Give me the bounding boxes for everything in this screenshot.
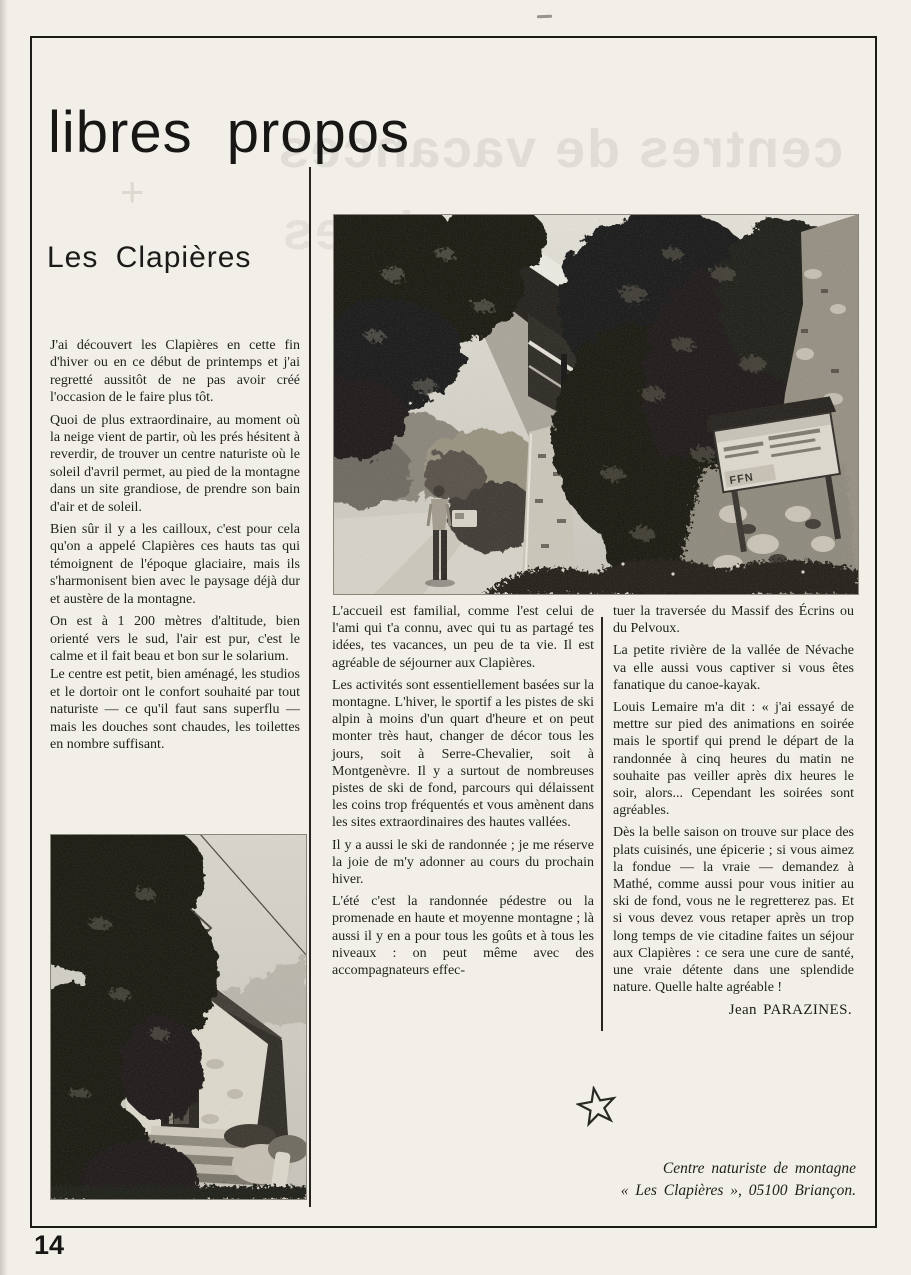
paragraph: Louis Lemaire m'a dit : « j'ai essayé de mettre sur pied des animations en soirée mais le sportif qui prend le départ de la randonnée à cinq heures du matin ne souhaite pas veiller après dix heures le soir, alors... Cependant les soirées sont agréables. [613,700,854,819]
ghost-text-line1: centres de vacances [276,119,844,179]
page-number: 14 [34,1230,65,1260]
star-ornament [576,1086,618,1128]
paragraph: On est à 1 200 mètres d'altitude, bien orienté vers le sud, l'air est pur, c'est le calme et il fait beau et bon sur le solarium. [50,614,300,664]
ghost-cross-mark: + [120,168,145,215]
middle-column [332,603,594,984]
paragraph: L'accueil est familial, comme l'est celui de l'ami qui t'a connu, avec qui tu as partagé tes idées, tes vacances, un peu de ta vie. Il est agréable de séjourner aux Clapières. [332,604,594,671]
main-photo [333,214,859,595]
paragraph: L'été c'est la randonnée pédestre ou la promenade en haute et moyenne montagne ; là aussi il y en a pour tous les goûts et à tous les niveaux : on peut même avec des accompagnateurs effec- [332,894,594,979]
chapel-photo-graphic [50,834,307,1200]
author-signature: Jean PARAZINES. [728,1002,852,1019]
left-column [50,337,300,758]
right-column [613,603,854,1019]
column-divider-left [309,167,311,1207]
paragraph: Les activités sont essentiellement basées sur la montagne. L'hiver, le sportif a les pistes de ski alpin à moins d'un quart d'heure et on peut monter très haut, changer de décor tous les jours, soit à Serre-Chevalier, soit à Montgenèvre. Il y a surtout de nombreuses pistes de ski de fond, parcours qui délaissent les coins trop fréquentés et vous amènent dans les sites extraordinaires des hautes vallées. [332,677,594,831]
page-title: libres propos [48,99,411,165]
scan-edge-shadow [0,0,8,1275]
sign-label: FFN [728,471,755,488]
paragraph: tuer la traversée du Massif des Écrins ou du Pelvoux. [613,604,854,637]
star-icon [576,1086,618,1128]
paragraph: J'ai découvert les Clapières en cette fin d'hiver ou en ce début de printemps et j'ai regretté aussitôt de ne pas avoir créé l'occasion de le faire plus tôt. [50,338,300,406]
footer-address [556,1158,856,1201]
scan-mark-dash [537,15,552,19]
paragraph: Bien sûr il y a les cailloux, c'est pour cela qu'on a appelé Clapières ces hauts tas qui témoignent de l'époque glaciaire, mais ils s'harmonisent bien avec le paysage déjà dur et austère de la montagne. [50,522,300,607]
paragraph: La petite rivière de la vallée de Névache va elle aussi vous captiver si vous êtes fanatique du canoe-kayak. [613,643,854,693]
main-photo-graphic [333,214,859,595]
paragraph: Quoi de plus extraordinaire, au moment où la neige vient de partir, où les prés hésitent à reverdir, de trouver un centre naturiste où le soleil d'avril permet, au pied de la montagne dans un site grandiose, de prendre son bain d'air et de soleil. [50,412,300,515]
footer-address-line1: Centre naturiste de montagne [662,1160,856,1177]
footer-address-line2: « Les Clapières », 05100 Briançon. [620,1181,856,1199]
column-divider-right [601,617,603,1031]
chapel-photo [50,834,307,1200]
paragraph: Le centre est petit, bien aménagé, les studios et le dortoir ont le confort souhaité par tout naturiste — ce qu'il faut sans superflu — mais les douches sont chaudes, les toilettes en nombre suffisant. [50,667,300,752]
article-title: Les Clapières [47,240,252,274]
paragraph: Dès la belle saison on trouve sur place des plats cuisinés, une épicerie ; si vous aimez la fondue — la vraie — demandez à Mathé, comme aussi pour vous initier au ski de fond, vous ne le regretterez pas. Et si vous devez vous retaper après un trop long temps de vie citadine faites un séjour aux Clapières : ce sera une cure de santé, une vraie détente dans une splendide nature. Quelle halte agréable ! [613,825,854,996]
paragraph: Il y a aussi le ski de randonnée ; je me réserve la joie de m'y adonner au cours du prochain hiver. [332,837,594,888]
